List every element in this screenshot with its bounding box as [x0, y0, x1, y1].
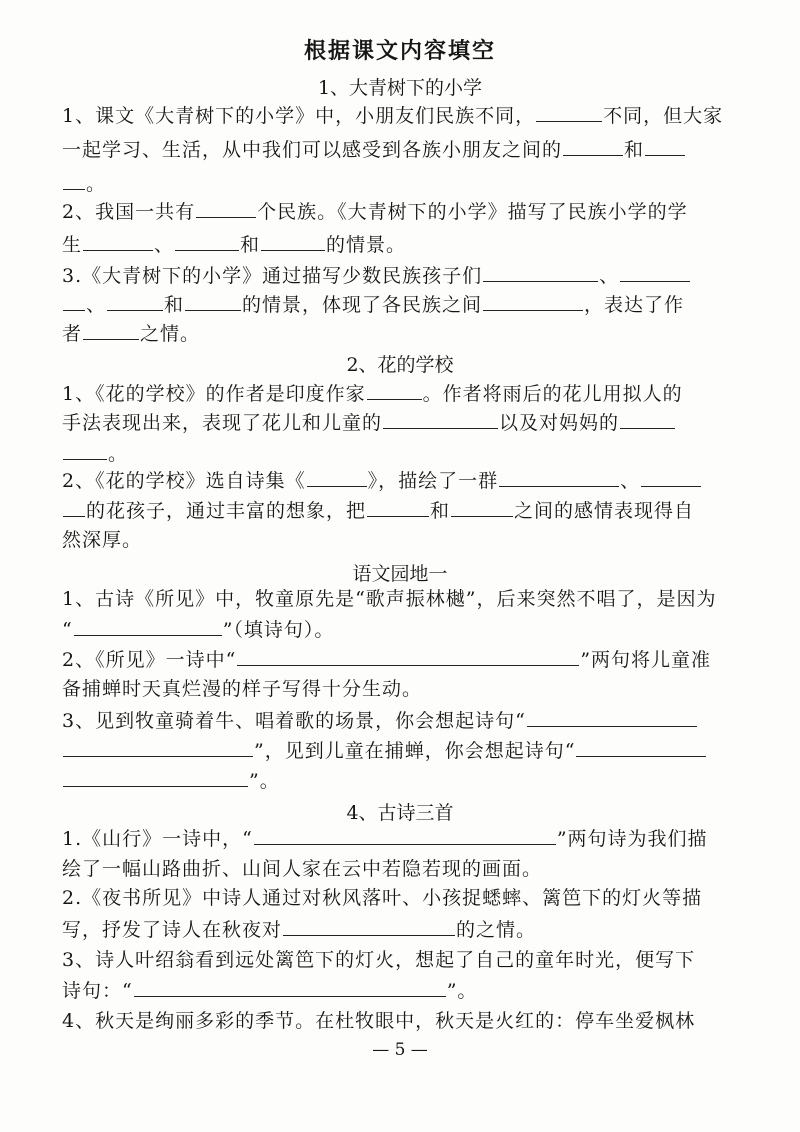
fill-blank[interactable] [254, 826, 556, 845]
page-title: 根据课文内容填空 [303, 38, 496, 64]
fill-blank[interactable] [261, 232, 325, 251]
text-line: 2、《花的学校》选自诗集《 》，描绘了一群 、 [62, 468, 742, 493]
text-line: 然深厚。 [62, 529, 143, 551]
fill-blank[interactable] [483, 292, 583, 311]
text-line: 一起学习、生活，从中我们可以感受到各族小朋友之间的 和 [62, 137, 742, 162]
text-line: 诗句：“ ”。 [62, 980, 478, 1002]
fill-blank[interactable] [483, 263, 598, 282]
text-line: 、 和 的情景，体现了各民族之间 ，表达了作 [62, 292, 742, 317]
text-line: 。 [62, 171, 742, 196]
section-heading-1: 1、大青树下的小学 [317, 77, 483, 99]
section-heading-2: 2、花的学校 [346, 354, 454, 376]
fill-blank[interactable] [63, 441, 107, 460]
fill-blank[interactable] [196, 199, 256, 218]
text-line: “ ”（填诗句）。 [62, 619, 335, 641]
fill-blank[interactable] [63, 292, 85, 311]
text-line: 1.《山行》一诗中，“ ”两句诗为我们描 [62, 828, 708, 850]
fill-blank[interactable] [63, 738, 253, 757]
fill-blank[interactable] [527, 708, 697, 727]
fill-blank[interactable] [283, 917, 455, 936]
text-line: 4、秋天是绚丽多彩的季节。在杜牧眼中，秋天是火红的：停车坐爱枫林 [62, 1010, 696, 1032]
fill-blank[interactable] [175, 232, 239, 251]
text-line: ”，见到儿童在捕蝉，你会想起诗句“ [62, 738, 742, 763]
page-number: — 5 — [372, 1040, 428, 1060]
text-line: 1、古诗《所见》中，牧童原先是“歌声振林樾”，后来突然不唱了，是因为 [62, 588, 717, 610]
fill-blank[interactable] [107, 292, 163, 311]
text-line: 2、我国一共有 个民族。《大青树下的小学》描写了民族小学的学 [62, 201, 688, 223]
text-line: 生 、 和 的情景。 [62, 234, 407, 256]
text-line: 3、诗人叶绍翁看到远处篱笆下的灯火，想起了自己的童年时光，便写下 [62, 949, 696, 971]
fill-blank[interactable] [641, 468, 701, 487]
text-line: 1、课文《大青树下的小学》中，小朋友们民族不同， 不同，但大家 [62, 105, 724, 127]
fill-blank[interactable] [134, 978, 446, 997]
section-heading-4: 4、古诗三首 [346, 802, 454, 824]
fill-blank[interactable] [83, 321, 139, 340]
fill-blank[interactable] [536, 103, 602, 122]
fill-blank[interactable] [620, 263, 690, 282]
fill-blank[interactable] [63, 498, 85, 517]
section-heading-3: 语文园地一 [352, 563, 448, 585]
text-line: 3、见到牧童骑着牛、唱着歌的场景，你会想起诗句“ [62, 708, 742, 733]
fill-blank[interactable] [367, 381, 422, 400]
text-line: 2.《夜书所见》中诗人通过对秋风落叶、小孩捉蟋蟀、篱笆下的灯火等描 [62, 887, 703, 909]
fill-blank[interactable] [367, 498, 429, 517]
fill-blank[interactable] [63, 171, 85, 190]
fill-blank[interactable] [563, 137, 623, 156]
fill-blank[interactable] [645, 137, 685, 156]
text-line: 手法表现出来，表现了花儿和儿童的 以及对妈妈的 [62, 410, 742, 435]
text-line: 绘了一幅山路曲折、山间人家在云中若隐若现的画面。 [62, 858, 543, 880]
text-line: 的花孩子，通过丰富的想象，把 和 之间的感情表现得自 [62, 498, 742, 523]
text-line: 者 之情。 [62, 323, 201, 345]
fill-blank[interactable] [307, 468, 367, 487]
fill-blank[interactable] [451, 498, 513, 517]
text-line: 写，抒发了诗人在秋夜对 的之情。 [62, 919, 537, 941]
text-line: 。 [62, 441, 742, 466]
text-line: 2、《所见》一诗中“ ”两句将儿童准 [62, 649, 712, 671]
fill-blank[interactable] [620, 410, 675, 429]
text-line: ”。 [62, 768, 742, 793]
fill-blank[interactable] [499, 468, 619, 487]
fill-blank[interactable] [83, 232, 153, 251]
fill-blank[interactable] [237, 647, 579, 666]
text-line: 1、《花的学校》的作者是印度作家 。作者将雨后的花儿用拟人的 [62, 383, 683, 405]
text-line: 备捕蝉时天真烂漫的样子写得十分生动。 [62, 678, 423, 700]
fill-blank[interactable] [63, 768, 248, 787]
fill-blank[interactable] [185, 292, 241, 311]
fill-blank[interactable] [576, 738, 706, 757]
fill-blank[interactable] [383, 410, 498, 429]
fill-blank[interactable] [74, 617, 222, 636]
text-line: 3.《大青树下的小学》通过描写少数民族孩子们 、 [62, 263, 742, 288]
